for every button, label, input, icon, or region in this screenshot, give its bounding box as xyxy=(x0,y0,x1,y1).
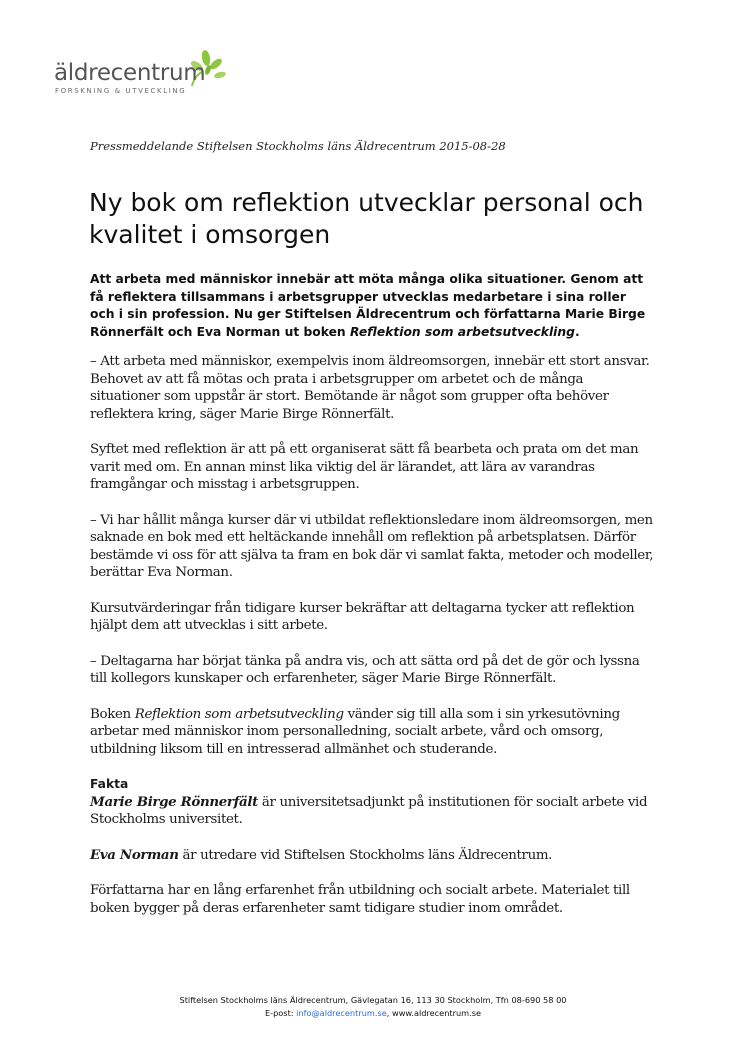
footer-email-link[interactable]: info@aldrecentrum.se xyxy=(296,1008,387,1018)
body-paragraph: Syftet med reflektion är att på ett organiserat sätt få bearbeta och prata om det man varit med om. En annan minst lika viktig del är lärandet, att lära av varandras framgångar och misstag i arbetsgruppen. xyxy=(90,442,639,492)
body-paragraph: – Deltagarna har börjat tänka på andra vis, och att sätta ord på det de gör och lyssna till kollegors kunskaper och erfarenheter, säger Marie Birge Rönnerfält. xyxy=(90,653,640,686)
press-release-dateline: Pressmeddelande Stiftelsen Stockholms läns Äldrecentrum 2015-08-28 xyxy=(90,139,506,153)
book-paragraph-rest: vänder sig till alla som i sin yrkesutövning arbetar med människor inom personalledning, socialt arbete, vård och omsorg, utbildning liksom till en intresserad allmänhet och studerande. xyxy=(90,706,620,757)
body-paragraph: – Att arbeta med människor, exempelvis inom äldreomsorgen, innebär ett stort ansvar. Behovet av att få mötas och prata i arbetsgrupper om arbetet och de många situationer som uppstår är stort. Bemötande är något som grupper ofta behöver reflektera kring, säger Marie Birge Rönnerfält. xyxy=(90,354,650,422)
footer-separator: , xyxy=(386,1008,392,1018)
footer-website-link[interactable]: www.aldrecentrum.se xyxy=(392,1008,482,1018)
footer-contact xyxy=(0,1007,746,1020)
author-bio-1-text: är universitetsadjunkt på institutionen för socialt arbete vid Stockholms universitet. xyxy=(90,794,648,827)
author-bio-2-text: är utredare vid Stiftelsen Stockholms läns Äldrecentrum. xyxy=(178,847,553,863)
book-title: Reflektion som arbetsutveckling xyxy=(134,706,344,722)
fakta-closing: Författarna har en lång erfarenhet från utbildning och socialt arbete. Materialet till boken bygger på deras erfarenheter samt tidigare studier inom området. xyxy=(90,883,630,916)
author-name-2: Eva Norman xyxy=(90,846,179,863)
article-body xyxy=(90,353,655,917)
page-title: Ny bok om reflektion utvecklar personal och kvalitet i omsorgen xyxy=(89,188,644,249)
logo-tagline: FORSKNING & UTVECKLING xyxy=(55,87,187,95)
author-bio-1 xyxy=(90,794,655,829)
lead-end: . xyxy=(574,324,580,339)
organization-logo xyxy=(54,48,229,104)
logo-wordmark: äldrecentrum xyxy=(54,60,206,86)
footer-address: Stiftelsen Stockholms läns Äldrecentrum, Gävlegatan 16, 113 30 Stockholm, Tfn 08-690 58 00 xyxy=(179,995,567,1005)
lead-book-title: Reflektion som arbetsutveckling xyxy=(349,324,575,339)
body-paragraph: Kursutvärderingar från tidigare kurser bekräftar att deltagarna tycker att reflektion hjälpt dem att utvecklas i sitt arbete. xyxy=(90,600,635,633)
footer-email-label: E-post: xyxy=(264,1008,297,1018)
body-paragraph: – Vi har hållit många kurser där vi utbildat reflektionsledare inom äldreomsorgen, men saknade en bok med ett heltäckande innehåll om reflektion på arbetsplatsen. Därför bestämde vi oss för att själva ta fram en bok där vi samlat fakta, metoder och modeller, berättar Eva Norman. xyxy=(90,512,654,580)
page-footer xyxy=(0,994,746,1020)
author-name-1: Marie Birge Rönnerfält xyxy=(90,793,258,810)
fakta-heading: Fakta xyxy=(90,777,129,791)
lead-paragraph xyxy=(90,271,650,341)
book-paragraph-start: Boken xyxy=(90,706,135,722)
book-paragraph xyxy=(90,706,655,759)
lead-text: Att arbeta med människor innebär att möta många olika situationer. Genom att få reflektera tillsammans i arbetsgrupper utvecklas medarbetare i sina roller och i sin profession. Nu ger Stiftelsen Äldrecentrum och författarna Marie Birge Rönnerfält och Eva Norman ut boken xyxy=(90,272,646,339)
author-bio-2 xyxy=(90,847,655,865)
